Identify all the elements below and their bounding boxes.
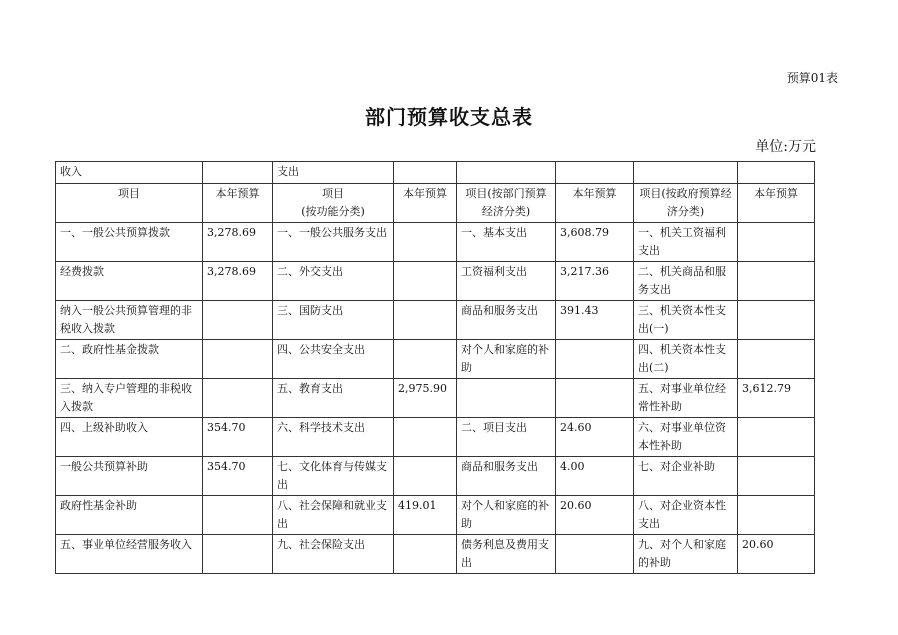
empty-cell [203,162,273,184]
item-cell: 一、一般公共服务支出 [273,223,394,262]
amount-cell: 3,278.69 [203,262,273,301]
amount-cell [556,340,634,379]
column-header-row [56,184,815,223]
amount-cell: 3,278.69 [203,223,273,262]
item-cell: 三、国防支出 [273,301,394,340]
amount-cell: 20.60 [556,496,634,535]
page-title: 部门预算收支总表 [365,105,533,129]
item-cell: 三、纳入专户管理的非税收入拨款 [56,379,203,418]
empty-cell [556,162,634,184]
amount-cell: 3,608.79 [556,223,634,262]
item-cell: 九、对个人和家庭的补助 [634,535,738,574]
empty-cell [394,162,457,184]
budget-table [55,161,815,574]
item-cell: 九、社会保险支出 [273,535,394,574]
item-cell: 债务利息及费用支出 [457,535,556,574]
amount-cell: 419.01 [394,496,457,535]
amount-cell [738,457,815,496]
amount-cell: 354.70 [203,418,273,457]
table-row [56,496,815,535]
empty-cell [457,162,556,184]
item-cell: 工资福利支出 [457,262,556,301]
column-header: 本年预算 [203,184,273,223]
amount-cell: 24.60 [556,418,634,457]
table-row [56,379,815,418]
amount-cell: 4.00 [556,457,634,496]
table-row [56,223,815,262]
item-cell: 七、对企业补助 [634,457,738,496]
amount-cell [556,535,634,574]
amount-cell [556,379,634,418]
table-row [56,457,815,496]
amount-cell: 354.70 [203,457,273,496]
form-number: 预算01表 [786,71,838,85]
item-cell [457,379,556,418]
amount-cell [203,379,273,418]
item-cell: 一般公共预算补助 [56,457,203,496]
column-header: 项目(按部门预算经济分类) [457,184,556,223]
amount-cell: 20.60 [738,535,815,574]
item-cell: 三、机关资本性支出(一) [634,301,738,340]
table-row [56,535,815,574]
item-cell: 二、项目支出 [457,418,556,457]
amount-cell [394,457,457,496]
item-cell: 四、公共安全支出 [273,340,394,379]
amount-cell [203,301,273,340]
item-cell: 经费拨款 [56,262,203,301]
column-header: 项目(按政府预算经济分类) [634,184,738,223]
amount-cell [203,340,273,379]
item-cell: 五、教育支出 [273,379,394,418]
amount-cell [394,262,457,301]
amount-cell [738,301,815,340]
column-header: 项目 [56,184,203,223]
item-cell: 纳入一般公共预算管理的非税收入拨款 [56,301,203,340]
group-header-row [56,162,815,184]
item-cell: 商品和服务支出 [457,301,556,340]
amount-cell [394,535,457,574]
income-group-label: 收入 [56,162,203,184]
item-cell: 六、对事业单位资本性补助 [634,418,738,457]
amount-cell: 3,612.79 [738,379,815,418]
item-cell: 八、对企业资本性支出 [634,496,738,535]
column-header: 项目 (按功能分类) [273,184,394,223]
column-header: 本年预算 [394,184,457,223]
column-header: 本年预算 [556,184,634,223]
unit-label: 单位:万元 [755,139,816,155]
item-cell: 对个人和家庭的补助 [457,496,556,535]
item-cell: 四、上级补助收入 [56,418,203,457]
item-cell: 二、机关商品和服务支出 [634,262,738,301]
amount-cell [394,418,457,457]
item-cell: 对个人和家庭的补助 [457,340,556,379]
item-cell: 七、文化体育与传媒支出 [273,457,394,496]
item-cell: 一、基本支出 [457,223,556,262]
table-row [56,301,815,340]
item-cell: 八、社会保障和就业支出 [273,496,394,535]
amount-cell [738,223,815,262]
item-cell: 五、对事业单位经常性补助 [634,379,738,418]
amount-cell [203,496,273,535]
amount-cell [738,340,815,379]
amount-cell [738,496,815,535]
amount-cell: 391.43 [556,301,634,340]
item-cell: 一、一般公共预算拨款 [56,223,203,262]
amount-cell [738,262,815,301]
amount-cell: 2,975.90 [394,379,457,418]
item-cell: 四、机关资本性支出(二) [634,340,738,379]
table-body [56,223,815,574]
amount-cell: 3,217.36 [556,262,634,301]
item-cell: 五、事业单位经营服务收入 [56,535,203,574]
item-cell: 二、外交支出 [273,262,394,301]
item-cell: 六、科学技术支出 [273,418,394,457]
item-cell: 二、政府性基金拨款 [56,340,203,379]
table-row [56,418,815,457]
amount-cell [394,340,457,379]
amount-cell [394,301,457,340]
expense-group-label: 支出 [273,162,394,184]
item-cell: 商品和服务支出 [457,457,556,496]
item-cell: 政府性基金补助 [56,496,203,535]
table-row [56,262,815,301]
amount-cell [394,223,457,262]
amount-cell [203,535,273,574]
column-header: 本年预算 [738,184,815,223]
empty-cell [634,162,738,184]
empty-cell [738,162,815,184]
item-cell: 一、机关工资福利支出 [634,223,738,262]
table-row [56,340,815,379]
amount-cell [738,418,815,457]
